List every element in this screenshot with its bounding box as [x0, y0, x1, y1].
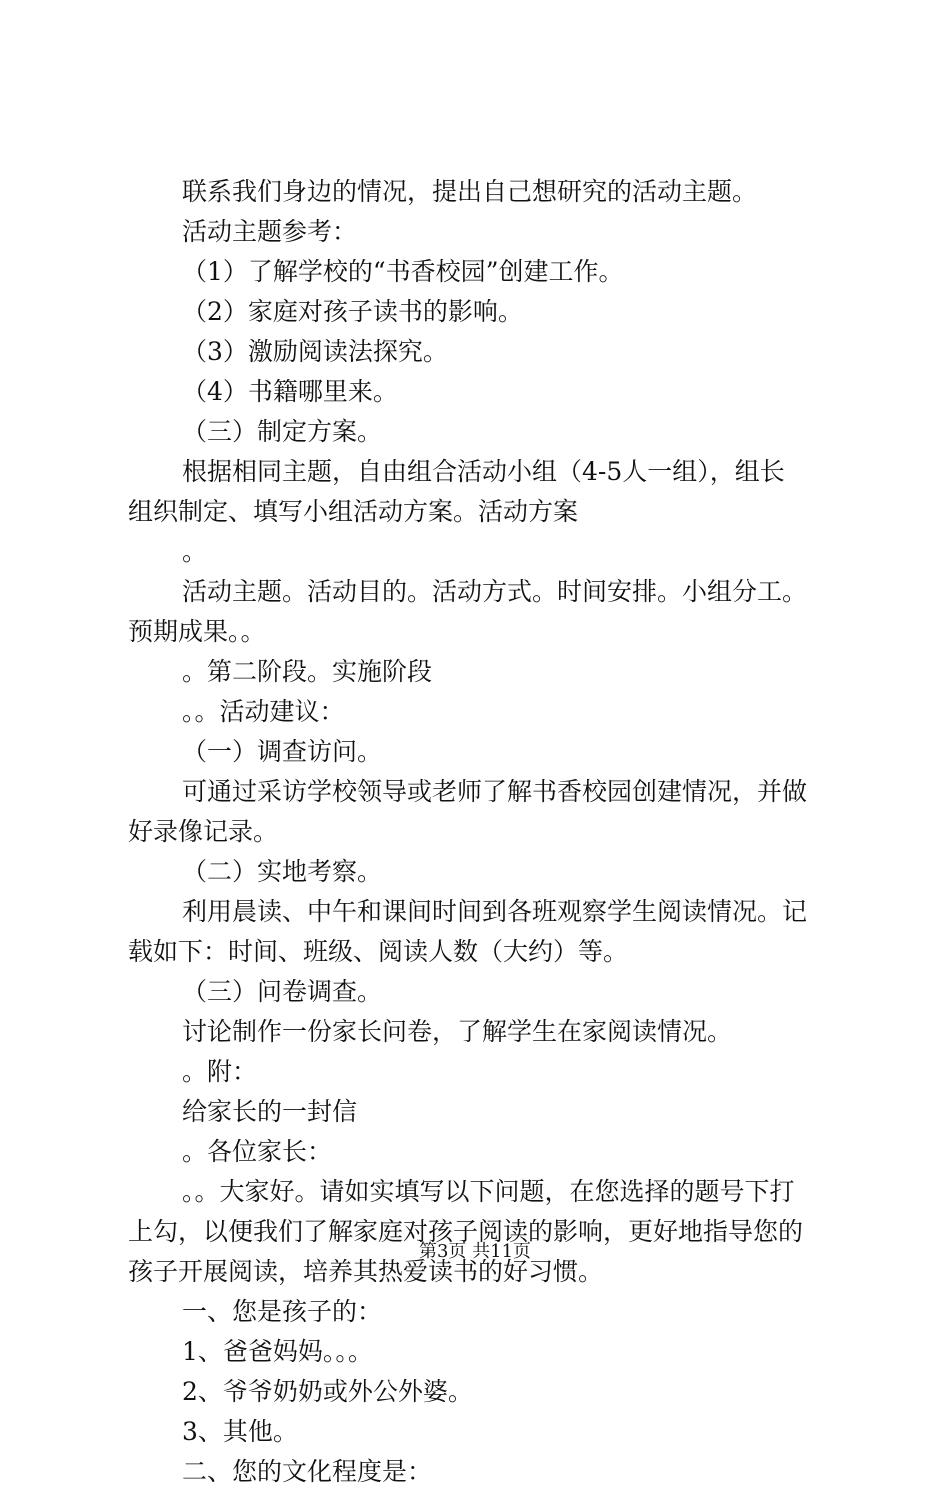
- page-footer: 第3页 共11页: [418, 1241, 532, 1262]
- section-heading: （一）调查访问。: [182, 737, 383, 766]
- paragraph-line: 。。活动建议：: [182, 697, 345, 726]
- paragraph-line: 组织制定、填写小组活动方案。活动方案: [128, 497, 579, 526]
- paragraph-line: 联系我们身边的情况，提出自己想研究的活动主题。: [182, 177, 758, 206]
- paragraph-line: 可通过采访学校领导或老师了解书香校园创建情况，并做: [182, 777, 808, 806]
- section-heading: 。第二阶段。实施阶段: [182, 657, 433, 686]
- paragraph-line: 利用晨读、中午和课间时间到各班观察学生阅读情况。记: [182, 897, 808, 926]
- section-heading: （三）问卷调查。: [182, 977, 383, 1006]
- paragraph-line: 。: [182, 537, 208, 566]
- paragraph-line: 活动主题参考：: [182, 217, 358, 246]
- paragraph-line: 好录像记录。: [128, 817, 279, 846]
- question-heading: 一、您是孩子的：: [182, 1297, 383, 1326]
- paragraph-line: 根据相同主题，自由组合活动小组（4-5人一组），组长: [182, 457, 785, 486]
- list-item: （2）家庭对孩子读书的影响。: [182, 297, 523, 326]
- paragraph-line: 载如下：时间、班级、阅读人数（大约）等。: [128, 937, 629, 966]
- paragraph-line: 活动主题。活动目的。活动方式。时间安排。小组分工。: [182, 577, 808, 606]
- paragraph-line: 。附：: [182, 1057, 258, 1086]
- paragraph-line: 孩子开展阅读，培养其热爱读书的好习惯。: [128, 1257, 604, 1286]
- list-item: （4）书籍哪里来。: [182, 377, 398, 406]
- paragraph-line: 上勾，以便我们了解家庭对孩子阅读的影响，更好地指导您的: [128, 1217, 804, 1246]
- list-item: （3）激励阅读法探究。: [182, 337, 448, 366]
- letter-title: 给家长的一封信: [182, 1097, 358, 1126]
- question-option: 1、爸爸妈妈。。。: [182, 1337, 373, 1366]
- letter-salutation: 。各位家长：: [182, 1137, 333, 1166]
- paragraph-line: 。。大家好。请如实填写以下问题，在您选择的题号下打: [182, 1177, 795, 1206]
- body-text: [128, 172, 838, 1492]
- paragraph-line: 讨论制作一份家长问卷，了解学生在家阅读情况。: [182, 1017, 733, 1046]
- paragraph-line: 预期成果。。: [128, 617, 266, 646]
- question-heading: 二、您的文化程度是：: [182, 1457, 433, 1486]
- section-heading: （三）制定方案。: [182, 417, 383, 446]
- list-item: （1）了解学校的“书香校园”创建工作。: [182, 257, 624, 286]
- question-option: 3、其他。: [182, 1417, 298, 1446]
- question-option: 2、爷爷奶奶或外公外婆。: [182, 1377, 473, 1406]
- section-heading: （二）实地考察。: [182, 857, 383, 886]
